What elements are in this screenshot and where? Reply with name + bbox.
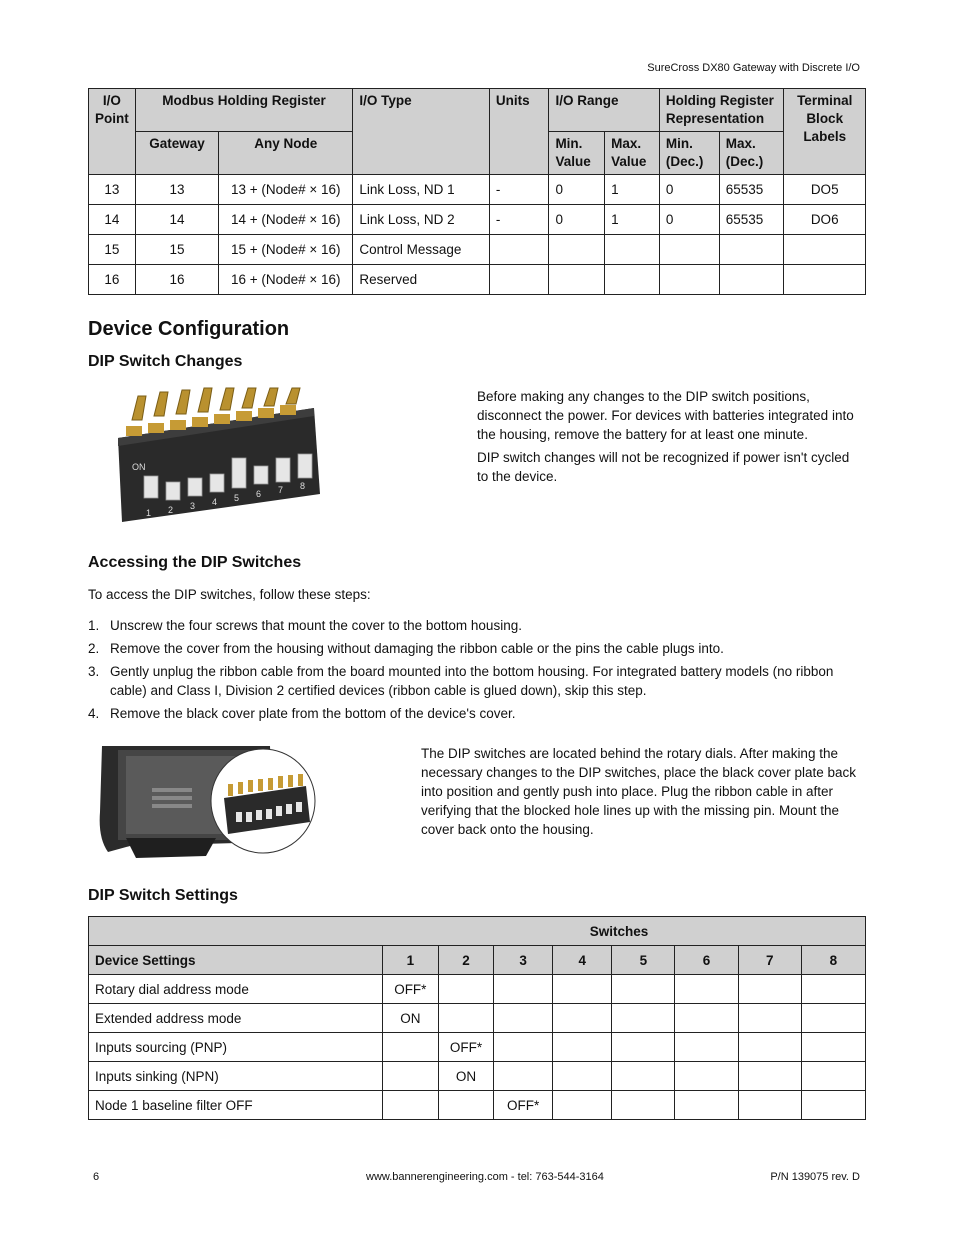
- cell-io-type: Control Message: [353, 235, 490, 265]
- register-table: [88, 88, 866, 295]
- device-settings-header: Device Settings: [89, 946, 383, 975]
- dip-settings-table: [88, 916, 866, 1120]
- switch-value: [801, 1062, 865, 1091]
- cell-units: -: [489, 205, 549, 235]
- cell-io-type: Link Loss, ND 2: [353, 205, 490, 235]
- switch-value: [612, 975, 675, 1004]
- step-number: 4.: [88, 706, 100, 721]
- switch-value: OFF*: [494, 1091, 553, 1120]
- cell-io-point: 15: [89, 235, 136, 265]
- header-max-value: Max. Value: [605, 132, 660, 175]
- switch-value: OFF*: [438, 1033, 493, 1062]
- step-text: Remove the black cover plate from the bottom of the device's cover.: [110, 706, 516, 721]
- footer-contact: www.bannerengineering.com - tel: 763-544-3164: [366, 1171, 604, 1183]
- dip-number: 1: [146, 508, 152, 518]
- header-min-dec: Min. (Dec.): [659, 132, 719, 175]
- cell-any-node: 14 + (Node# × 16): [219, 205, 353, 235]
- header-io-type: I/O Type: [353, 89, 490, 175]
- switch-value: [438, 1004, 493, 1033]
- switches-header: Switches: [89, 917, 866, 946]
- switch-col-header: 6: [675, 946, 738, 975]
- table-row: [89, 205, 866, 235]
- cell-max-dec: 65535: [719, 175, 784, 205]
- setting-name: Node 1 baseline filter OFF: [89, 1091, 383, 1120]
- step-number: 2.: [88, 641, 100, 656]
- cell-max-value: 1: [605, 175, 660, 205]
- cell-terminal: DO6: [784, 205, 866, 235]
- dip-location-para: The DIP switches are located behind the rotary dials. After making the necessary changes to the DIP switches, place the black cover plate back into position and gently push into place. Plug the ribbon cable in after verifying that the blocked hole lines up with the missing pin. Mount the cover back onto the housing.: [421, 746, 856, 837]
- cell-max-dec: [719, 235, 784, 265]
- cell-any-node: 16 + (Node# × 16): [219, 265, 353, 295]
- cell-any-node: 13 + (Node# × 16): [219, 175, 353, 205]
- switch-value: ON: [438, 1062, 493, 1091]
- cell-io-type: Link Loss, ND 1: [353, 175, 490, 205]
- step-number: 3.: [88, 664, 100, 679]
- switch-value: [553, 1091, 612, 1120]
- dip-number: 5: [234, 493, 240, 503]
- table-row: [89, 1091, 866, 1120]
- switch-col-header: 5: [612, 946, 675, 975]
- cell-min-dec: 0: [659, 205, 719, 235]
- cell-terminal: [784, 265, 866, 295]
- cell-units: [489, 265, 549, 295]
- switch-value: OFF*: [382, 975, 438, 1004]
- access-steps-list: [88, 616, 868, 727]
- switch-value: [494, 975, 553, 1004]
- dip-changes-para-2: DIP switch changes will not be recognized if power isn't cycled to the device.: [477, 450, 850, 484]
- switch-col-header: 4: [553, 946, 612, 975]
- switch-value: [553, 1004, 612, 1033]
- switch-value: [675, 1091, 738, 1120]
- subsection-title-dip-switch-changes: DIP Switch Changes: [88, 353, 243, 370]
- cell-io-point: 16: [89, 265, 136, 295]
- cell-any-node: 15 + (Node# × 16): [219, 235, 353, 265]
- subsection-title-accessing-dip-switches: Accessing the DIP Switches: [88, 554, 302, 571]
- dip-number: 4: [212, 497, 218, 507]
- switch-col-header: 3: [494, 946, 553, 975]
- dip-on-label: ON: [132, 462, 146, 472]
- table-row: [89, 1062, 866, 1091]
- table-row: [89, 265, 866, 295]
- switch-value: [738, 975, 801, 1004]
- header-io-point: I/O Point: [89, 89, 136, 175]
- switch-value: [675, 1062, 738, 1091]
- switch-value: [738, 1091, 801, 1120]
- cell-min-value: 0: [549, 205, 605, 235]
- switch-value: [438, 1091, 493, 1120]
- switch-col-header: 1: [382, 946, 438, 975]
- switch-value: [675, 1004, 738, 1033]
- switch-value: [494, 1033, 553, 1062]
- header-any-node: Any Node: [219, 132, 353, 175]
- dip-number: 7: [278, 485, 284, 495]
- cell-min-value: 0: [549, 175, 605, 205]
- switch-value: [553, 1062, 612, 1091]
- table-row: [89, 1004, 866, 1033]
- switch-value: [612, 1062, 675, 1091]
- switch-value: [801, 1033, 865, 1062]
- document-title: SureCross DX80 Gateway with Discrete I/O: [647, 62, 860, 74]
- dip-number: 3: [190, 501, 196, 511]
- cell-max-value: [605, 265, 660, 295]
- housing-dip-location-image: [96, 742, 328, 864]
- cell-gateway: 13: [135, 175, 218, 205]
- switch-value: [382, 1091, 438, 1120]
- header-units: Units: [489, 89, 549, 175]
- switch-value: [553, 1033, 612, 1062]
- dip-number: 8: [300, 481, 306, 491]
- header-min-value: Min. Value: [549, 132, 605, 175]
- setting-name: Inputs sinking (NPN): [89, 1062, 383, 1091]
- cell-max-dec: [719, 265, 784, 295]
- switch-value: [738, 1004, 801, 1033]
- header-modbus-register: Modbus Holding Register: [135, 89, 353, 132]
- cell-max-value: [605, 235, 660, 265]
- list-item: [88, 639, 868, 658]
- cell-terminal: DO5: [784, 175, 866, 205]
- list-item: [88, 704, 868, 723]
- switch-col-header: 7: [738, 946, 801, 975]
- dip-number: 2: [168, 505, 174, 515]
- header-max-dec: Max. (Dec.): [719, 132, 784, 175]
- switch-value: [801, 1004, 865, 1033]
- cell-terminal: [784, 235, 866, 265]
- cell-io-type: Reserved: [353, 265, 490, 295]
- switch-value: [382, 1062, 438, 1091]
- cell-units: -: [489, 175, 549, 205]
- step-number: 1.: [88, 618, 100, 633]
- dip-number: 6: [256, 489, 262, 499]
- cell-max-value: 1: [605, 205, 660, 235]
- switch-value: [612, 1033, 675, 1062]
- cell-min-value: [549, 265, 605, 295]
- cell-min-dec: [659, 235, 719, 265]
- cell-min-dec: 0: [659, 175, 719, 205]
- switch-value: [612, 1004, 675, 1033]
- header-holding-register-rep: Holding Register Representation: [659, 89, 784, 132]
- switch-value: [438, 975, 493, 1004]
- cell-min-dec: [659, 265, 719, 295]
- cell-io-point: 14: [89, 205, 136, 235]
- switch-value: [553, 975, 612, 1004]
- step-text: Gently unplug the ribbon cable from the board mounted into the bottom housing. For integrated battery models (no ribbon cable) and Class I, Division 2 certified devices (ribbon cable is glued down), skip this step.: [110, 664, 834, 698]
- cell-gateway: 14: [135, 205, 218, 235]
- cell-min-value: [549, 235, 605, 265]
- cell-gateway: 15: [135, 235, 218, 265]
- cell-io-point: 13: [89, 175, 136, 205]
- switch-value: [382, 1033, 438, 1062]
- switch-value: [494, 1004, 553, 1033]
- accessing-intro: To access the DIP switches, follow these steps:: [88, 587, 371, 602]
- list-item: [88, 662, 868, 700]
- table-row: [89, 235, 866, 265]
- switch-col-header: 8: [801, 946, 865, 975]
- switch-value: [675, 975, 738, 1004]
- step-text: Remove the cover from the housing without damaging the ribbon cable or the pins the cable plugs into.: [110, 641, 724, 656]
- switch-value: [612, 1091, 675, 1120]
- switch-value: [801, 975, 865, 1004]
- step-text: Unscrew the four screws that mount the cover to the bottom housing.: [110, 618, 522, 633]
- cell-gateway: 16: [135, 265, 218, 295]
- cell-units: [489, 235, 549, 265]
- table-row: [89, 175, 866, 205]
- page-number: 6: [93, 1171, 100, 1183]
- dip-switch-image: [92, 386, 324, 528]
- switch-value: [801, 1091, 865, 1120]
- subsection-title-dip-switch-settings: DIP Switch Settings: [88, 887, 238, 904]
- setting-name: Extended address mode: [89, 1004, 383, 1033]
- dip-changes-para-1: Before making any changes to the DIP switch positions, disconnect the power. For devices with batteries integrated into the housing, remove the battery for at least one minute.: [477, 389, 854, 442]
- setting-name: Rotary dial address mode: [89, 975, 383, 1004]
- list-item: [88, 616, 868, 635]
- switch-value: [738, 1062, 801, 1091]
- switch-value: [738, 1033, 801, 1062]
- header-io-range: I/O Range: [549, 89, 659, 132]
- switch-value: ON: [382, 1004, 438, 1033]
- table-row: [89, 1033, 866, 1062]
- switch-value: [494, 1062, 553, 1091]
- header-gateway: Gateway: [135, 132, 218, 175]
- table-row: [89, 975, 866, 1004]
- cell-max-dec: 65535: [719, 205, 784, 235]
- footer-part-number: P/N 139075 rev. D: [770, 1171, 860, 1183]
- section-title-device-configuration: Device Configuration: [88, 318, 290, 340]
- switch-col-header: 2: [438, 946, 493, 975]
- header-terminal-block: Terminal Block Labels: [784, 89, 866, 175]
- switch-value: [675, 1033, 738, 1062]
- setting-name: Inputs sourcing (PNP): [89, 1033, 383, 1062]
